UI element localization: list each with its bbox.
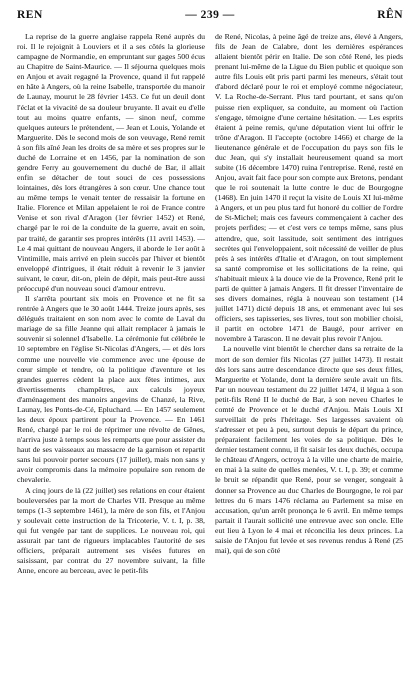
running-head-right: RÊN xyxy=(377,9,403,21)
paragraph: de René, Nicolas, à peine âgé de treize ans, élevé à Angers, fils de Jean de Calabre, dont les dernières espérances allaient bientôt périr en Italie. De son côté René, les pieds prenant lui-même de la Ligue du Bien public et quoique son autre fils Louis eût pris parti parmi les meneurs, s'était tout d'abord déclaré pour le roi et employé comme négociateur, V. La Roche-de-Serrant. Plus tard pourtant, et sans qu'on puisse rien expliquer, sa conduite, au moment où l'action s'engage, témoigne d'une certaine hésitation. — Les esprits étaient à peine remis, qu'une députation vient lui offrir le trône d'Aragon. Il l'accepte (octobre 1466) et charge de la lieutenance générale et de l'occupation du pays son fils le duc Jean, qui s'y installait heureusement quand sa mort subite (16 décembre 1470) ruina l'entreprise. René, resté en Anjou, avait fait face pour son compte aux Bretons, pendant que le roi soutenait la lutte contre le duc de Bourgogne (1468). En juin 1470 il reçut la visite de Louis XI lui-même à Angers, et un peu plus tard fut honoré du collier de l'ordre de St-Michel; mais ces faveurs commençaient à cacher des projets perfides; — et c'est vers ce temps même, sans plus attendre, que, soit lassitude, soit sentiment des intrigues secrètes qui l'enveloppaient, soit nécessité de veiller de plus près à ses intérêts d'Italie et d'Aragon, on tout simplement sa santé compromise et les sollicitations de la reine, qui s'habituait mieux à la douce vie de la Provence, René prit le parti de quitter à jamais Angers. Il fit dresser l'inventaire de ses divers domaines, régla à nouveau son testament (14 juillet 1471) dicté depuis 18 ans, et emmenant avec lui ses officiers, ses tapisseries, ses livres, tout son mobilier choisi, il partit en octobre 1471 de Baugé, pour arriver en novembre à Tarascon. Il ne devait plus revoir l'Anjou. xyxy=(215,32,403,344)
text-columns xyxy=(17,32,403,674)
running-head-left: REN xyxy=(17,9,43,21)
paragraph: La reprise de la guerre anglaise rappela René auprès du roi. Il le rejoignit à Louviers et il a ses côtés la glorieuse campagne de Normandie, en empruntant sur gages 500 écus au Chapitre de Saint-Maurice. — Il séjourna quelques mois en Anjou et avait regagné la Provence, quand il fut rappelé en hâte à Angers, où la reine Isabelle, transportée du manoir de Launay, mourut le 28 février 1453. Ce fut un deuil dont l'éclat et la vivacité de sa douleur bruyante. Il avait eu d'elle tout au moins quatre enfants, — sinon neuf, comme quelques auteurs le prétendent, — Jean et Louis, Yolande et Marguerite. Dès le second mois de son veuvage, René remit à son fils aîné Jean les droits de sa mère et ses propres sur le duché de Lorraine et en 1456, par la nomination de son gendre Ferry au gouvernement du duché de Bar, il allait enfin se détacher de tout souci de ces possessions lointaines, dès lors étrangères à son cœur. Une chance tout au même temps le venait tenter de ressaisir la fortune en Italie. Florence et Milan appelaient le roi de France contre Venise et son rival d'Aragon (1er février 1452) et René, chargé par le roi de la conduite de la guerre, avait en soin, par traité, de garantir ses propres intérêts (11 avril 1453). — Le 4 mai quittant de nouveau Angers, il aborde le 1er août à Vintimille, mais arrivé en plein succès par l'hiver et bientôt enveloppé d'intrigues, il était réduit à revenir le 3 janvier suivant, le cœur, dit-on, plein de dépit, mais peut-être aussi préoccupé d'un nouveau souci d'amour entrevu. xyxy=(17,32,205,293)
page-header xyxy=(17,6,403,24)
paragraph: Il s'arrêta pourtant six mois en Provence et ne fit sa rentrée à Angers que le 30 août 1444. Treize jours après, ses délégués traitaient en son nom avec le comte de Laval du mariage de sa fille Jeanne qui allait remplacer à jamais le souvenir si solennel d'Isabelle. La cérémonie fut célébrée le 10 septembre en l'église St-Nicolas d'Angers, — et dès lors comme une nouvelle vie commence avec une épouse de cœur simple et tendre, où la politique d'aventure et les grandes guerres cèdent la place aux fêtes intimes, aux divertissements champêtres, aux calculs joyeux d'aménagement des manoirs angevins de Chanzé, la Rive, Launay, les Ponts-de-Cé, Epluchard. — En 1457 seulement les deux époux partirent pour la Provence. — En 1461 René, chargé par le roi de réprimer une révolte de Gênes, n'arriva juste à temps sous les remparts que pour assister du haut de ses vaisseaux au massacre de la garnison et repartit sans lui pouvoir porter secours (17 juillet), mais non sans y avoir compromis dans la mémoire populaire son renom de chevalerie. xyxy=(17,294,205,485)
paragraph: La nouvelle vint bientôt le chercher dans sa retraite de la mort de son dernier fils Nicolas (27 juillet 1473). Il restait dès lors sans autre descendance directe que ses deux filles, Marguerite et Yolande, dont la dernière seule avait un fils. Par un nouveau testament du 22 juillet 1474, il légua à son petit-fils René II le duché de Bar, à son neveu Charles le comté de Provence et le duché d'Anjou. Mais Louis XI surveillait de près l'héritage. Ses largesses savaient où s'adresser et peu à peu, surtout depuis le départ du prince, préparaient facilement les voies de sa politique. Dès le dernier testament connu, il fit saisir les deux duchés, occupa le château d'Angers, octroya à la ville une charte de mairie, en mai à la suite de quelles menées, V. t. I, p. 39; et comme le bruit se répandit que René, pour se venger, songeait à donner sa Provence au duc Charles de Bourgogne, le roi par lettres du 6 mars 1476 réclama au Parlement sa mise en accusation, qu'un arrêt prononça le 6 avril. En même temps partait il l'aurait sollicité une entrevue avec son oncle. Elle eut lieu à Lyon le 4 mai et réconcilia les deux princes. La saisie de l'Anjou fut levée et ses revenus rendus à René (25 mai), qui de son côté xyxy=(215,344,403,555)
left-column xyxy=(17,32,205,674)
paragraph: A cinq jours de là (22 juillet) ses relations en cour étaient bouleversées par la mort de Charles VII. Presque au même temps (1-3 septembre 1461), la mère de son fils, et l'Anjou y soulevait cette instruction de la Tricoterie, V. t. I, p. 38, qui fut vengée par tant de supplices. Le nouveau roi, qui assurait par tant de rigueurs implacables l'autorité de ses officiers, préparait autrement ses visées futures en saisissant, par contrat du 27 novembre suivant, la fille Anne, encore au berceau, avec le petit-fils xyxy=(17,485,205,576)
right-column xyxy=(215,32,403,674)
page-number: — 239 — xyxy=(185,9,235,21)
